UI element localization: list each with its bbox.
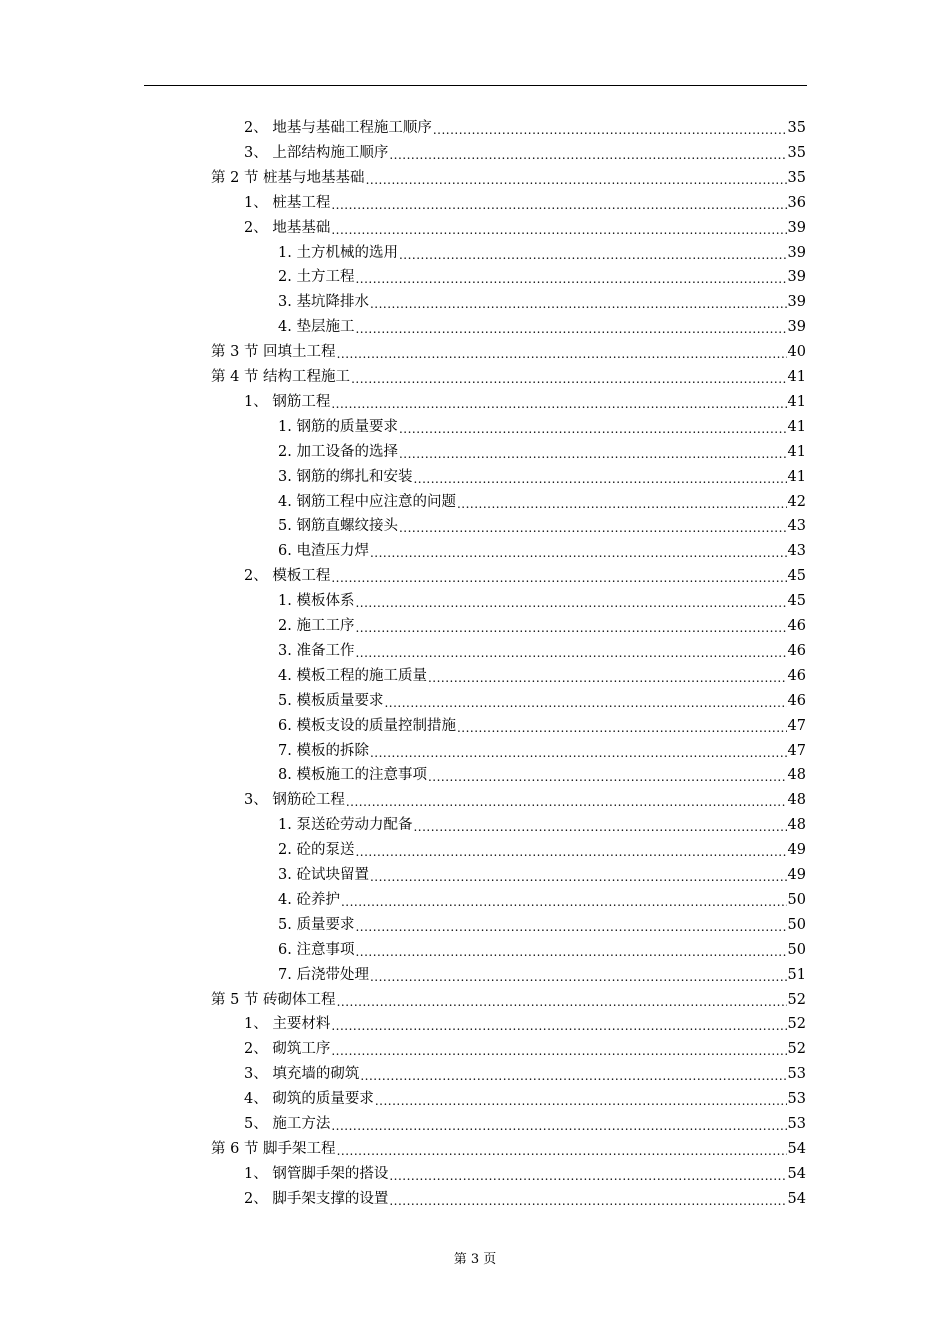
toc-entry-page-number: 39: [787, 244, 806, 261]
toc-dot-leader: [355, 941, 786, 963]
toc-dot-leader: [370, 542, 787, 564]
toc-dot-leader: [428, 667, 787, 689]
toc-dot-leader: [370, 742, 787, 764]
toc-entry[interactable]: [244, 788, 806, 813]
toc-entry[interactable]: [244, 1062, 806, 1087]
toc-entry-title: 5. 模板质量要求: [278, 692, 384, 709]
toc-entry-page-number: 47: [787, 717, 806, 734]
toc-dot-leader: [389, 144, 786, 166]
toc-entry[interactable]: [211, 1137, 806, 1162]
toc-dot-leader: [355, 642, 786, 664]
toc-dot-leader: [360, 1065, 786, 1087]
toc-entry-title: 第 2 节 桩基与地基基础: [211, 169, 365, 186]
toc-entry-page-number: 53: [787, 1066, 806, 1083]
toc-entry-page-number: 48: [787, 767, 806, 784]
toc-dot-leader: [370, 866, 787, 888]
toc-entry[interactable]: [244, 191, 806, 216]
toc-entry[interactable]: [278, 913, 806, 938]
toc-entry[interactable]: [211, 365, 806, 390]
toc-entry-title: 1. 钢筋的质量要求: [278, 418, 398, 435]
toc-entry-page-number: 48: [787, 792, 806, 809]
toc-entry[interactable]: [278, 863, 806, 888]
toc-entry-title: 6. 电渣压力焊: [278, 543, 369, 560]
toc-entry-title: 第 4 节 结构工程施工: [211, 369, 351, 385]
page-footer: 第 3 页: [453, 1252, 497, 1267]
toc-entry-page-number: 41: [787, 468, 806, 485]
toc-entry[interactable]: [278, 664, 806, 689]
toc-entry[interactable]: [244, 216, 806, 241]
toc-entry-page-number: 36: [787, 194, 806, 211]
toc-entry-title: 4. 砼养护: [278, 891, 340, 908]
toc-entry-title: 3、 填充墙的砌筑: [244, 1066, 360, 1083]
toc-entry-title: 3、 上部结构施工顺序: [244, 144, 389, 161]
toc-entry[interactable]: [278, 689, 806, 714]
toc-entry-title: 2. 土方工程: [278, 269, 355, 286]
toc-dot-leader: [341, 891, 787, 913]
toc-entry-title: 2、 地基基础: [244, 219, 331, 236]
toc-entry-page-number: 46: [787, 667, 806, 684]
toc-entry-page-number: 39: [787, 219, 806, 236]
toc-entry[interactable]: [278, 888, 806, 913]
toc-entry-page-number: 48: [787, 817, 806, 834]
toc-entry-title: 5、 施工方法: [244, 1116, 331, 1132]
toc-entry[interactable]: [278, 813, 806, 838]
toc-entry-title: 3. 钢筋的绑扎和安装: [278, 468, 413, 485]
toc-entry-title: 第 5 节 砖砌体工程: [211, 991, 336, 1008]
toc-dot-leader: [331, 194, 786, 216]
toc-entry[interactable]: [278, 614, 806, 639]
toc-entry[interactable]: [278, 315, 806, 340]
toc-dot-leader: [355, 617, 786, 639]
toc-entry-page-number: 42: [787, 493, 806, 510]
toc-entry-page-number: 46: [787, 642, 806, 659]
toc-entry-page-number: 41: [787, 393, 806, 410]
toc-entry-title: 2. 砼的泵送: [278, 842, 355, 859]
toc-entry-page-number: 54: [787, 1165, 806, 1182]
toc-entry-title: 第 3 节 回填土工程: [211, 344, 336, 361]
toc-entry[interactable]: [278, 739, 806, 764]
toc-dot-leader: [457, 493, 787, 515]
toc-entry[interactable]: [244, 1112, 806, 1137]
toc-entry[interactable]: [244, 1162, 806, 1187]
toc-entry-title: 8. 模板施工的注意事项: [278, 767, 427, 784]
toc-dot-leader: [355, 841, 786, 863]
toc-entry-title: 2、 脚手架支撑的设置: [244, 1190, 389, 1207]
toc-entry[interactable]: [278, 938, 806, 963]
toc-entry-page-number: 41: [787, 418, 806, 435]
toc-entry-title: 2. 施工工序: [278, 618, 355, 634]
toc-dot-leader: [331, 567, 786, 589]
toc-dot-leader: [337, 343, 787, 365]
toc-entry[interactable]: [278, 963, 806, 988]
toc-entry-title: 3、 钢筋砼工程: [244, 792, 345, 809]
toc-entry[interactable]: [211, 166, 806, 191]
toc-entry-page-number: 51: [787, 966, 806, 983]
toc-entry[interactable]: [278, 265, 806, 290]
toc-dot-leader: [413, 816, 786, 838]
toc-entry-title: 1、 主要材料: [244, 1016, 331, 1033]
toc-entry[interactable]: [244, 116, 806, 141]
toc-dot-leader: [399, 517, 787, 539]
toc-dot-leader: [331, 1115, 786, 1137]
toc-entry[interactable]: [244, 1187, 806, 1212]
toc-entry-title: 2、 模板工程: [244, 568, 331, 585]
toc-dot-leader: [351, 368, 786, 390]
toc-entry-page-number: 50: [787, 916, 806, 933]
toc-entry-title: 3. 砼试块留置: [278, 867, 369, 883]
toc-entry-page-number: 41: [787, 369, 806, 385]
toc-entry[interactable]: [244, 1012, 806, 1037]
toc-dot-leader: [389, 1165, 786, 1187]
toc-dot-leader: [428, 766, 787, 788]
toc-entry-page-number: 35: [787, 169, 806, 186]
toc-dot-leader: [399, 244, 787, 266]
toc-entry-page-number: 50: [787, 941, 806, 958]
toc-entry-page-number: 54: [787, 1140, 806, 1157]
toc-entry-title: 5. 钢筋直螺纹接头: [278, 518, 398, 535]
toc-entry-title: 1、 钢管脚手架的搭设: [244, 1165, 389, 1182]
toc-entry[interactable]: [211, 340, 806, 365]
toc-entry-page-number: 45: [787, 593, 806, 610]
toc-dot-leader: [337, 1140, 787, 1162]
toc-dot-leader: [457, 717, 787, 739]
toc-dot-leader: [375, 1090, 787, 1112]
toc-entry-page-number: 46: [787, 618, 806, 634]
toc-dot-leader: [413, 468, 786, 490]
toc-entry-title: 4、 砌筑的质量要求: [244, 1091, 374, 1108]
toc-dot-leader: [331, 393, 786, 415]
toc-entry[interactable]: [244, 1037, 806, 1062]
toc-dot-leader: [331, 219, 786, 241]
toc-entry-page-number: 53: [787, 1091, 806, 1108]
toc-entry-page-number: 43: [787, 518, 806, 535]
toc-entry[interactable]: [278, 589, 806, 614]
toc-entry[interactable]: [278, 514, 806, 539]
toc-dot-leader: [366, 169, 787, 191]
toc-entry-page-number: 54: [787, 1190, 806, 1207]
toc-entry[interactable]: [278, 465, 806, 490]
toc-dot-leader: [355, 268, 786, 290]
toc-entry[interactable]: [278, 290, 806, 315]
toc-entry-page-number: 39: [787, 319, 806, 336]
toc-entry[interactable]: [278, 415, 806, 440]
toc-entry[interactable]: [278, 539, 806, 564]
toc-entry-page-number: 52: [787, 991, 806, 1008]
toc-dot-leader: [355, 318, 786, 340]
toc-entry-page-number: 53: [787, 1116, 806, 1132]
toc-dot-leader: [331, 1015, 786, 1037]
toc-dot-leader: [370, 966, 787, 988]
toc-entry[interactable]: [278, 490, 806, 515]
toc-entry[interactable]: [244, 564, 806, 589]
toc-entry-title: 6. 模板支设的质量控制措施: [278, 717, 456, 734]
toc-entry[interactable]: [244, 1087, 806, 1112]
toc-entry-page-number: 41: [787, 443, 806, 460]
toc-dot-leader: [370, 293, 787, 315]
toc-entry-page-number: 49: [787, 867, 806, 883]
toc-entry-title: 4. 垫层施工: [278, 319, 355, 336]
toc-entry-title: 2、 砌筑工序: [244, 1041, 331, 1058]
toc-dot-leader: [331, 1040, 786, 1062]
toc-entry-title: 1. 模板体系: [278, 593, 355, 610]
toc-entry-page-number: 45: [787, 568, 806, 585]
toc-dot-leader: [433, 119, 787, 141]
toc-dot-leader: [337, 991, 787, 1013]
toc-entry-title: 3. 基坑降排水: [278, 294, 369, 311]
toc-entry[interactable]: [278, 440, 806, 465]
toc-entry-page-number: 40: [787, 344, 806, 361]
toc-entry-page-number: 35: [787, 144, 806, 161]
toc-entry[interactable]: [244, 390, 806, 415]
toc-entry-title: 2. 加工设备的选择: [278, 443, 398, 460]
toc-entry-title: 7. 模板的拆除: [278, 742, 369, 759]
toc-entry-page-number: 52: [787, 1016, 806, 1033]
toc-entry-title: 4. 模板工程的施工质量: [278, 667, 427, 684]
toc-entry-title: 第 6 节 脚手架工程: [211, 1140, 336, 1157]
header-rule: [144, 85, 807, 86]
toc-entry[interactable]: [244, 141, 806, 166]
toc-entry-title: 1、 桩基工程: [244, 194, 331, 211]
toc-entry-page-number: 50: [787, 891, 806, 908]
toc-entry-title: 3. 准备工作: [278, 642, 355, 659]
toc-entry-page-number: 43: [787, 543, 806, 560]
toc-entry[interactable]: [278, 241, 806, 266]
toc-entry[interactable]: [278, 838, 806, 863]
toc-entry-page-number: 39: [787, 294, 806, 311]
toc-entry-page-number: 39: [787, 269, 806, 286]
toc-entry-title: 7. 后浇带处理: [278, 966, 369, 983]
toc-entry-title: 6. 注意事项: [278, 941, 355, 958]
toc-entry-page-number: 46: [787, 692, 806, 709]
toc-dot-leader: [384, 692, 786, 714]
toc-entry[interactable]: [278, 763, 806, 788]
toc-dot-leader: [355, 916, 786, 938]
toc-entry-title: 1. 土方机械的选用: [278, 244, 398, 261]
toc-entry-title: 5. 质量要求: [278, 916, 355, 933]
toc-entry[interactable]: [278, 639, 806, 664]
toc-entry-title: 1. 泵送砼劳动力配备: [278, 817, 413, 834]
toc-dot-leader: [399, 418, 787, 440]
toc-entry-title: 2、 地基与基础工程施工顺序: [244, 120, 432, 136]
toc-dot-leader: [389, 1190, 786, 1212]
toc-entry-page-number: 47: [787, 742, 806, 759]
toc-entry-page-number: 49: [787, 842, 806, 859]
toc-entry[interactable]: [211, 988, 806, 1013]
toc-entry[interactable]: [278, 714, 806, 739]
toc-dot-leader: [346, 791, 787, 813]
toc-dot-leader: [399, 443, 787, 465]
toc-entry-title: 1、 钢筋工程: [244, 393, 331, 410]
toc-entry-page-number: 35: [787, 120, 806, 136]
toc-dot-leader: [355, 592, 786, 614]
toc-entry-title: 4. 钢筋工程中应注意的问题: [278, 493, 456, 510]
toc-entry-page-number: 52: [787, 1041, 806, 1058]
